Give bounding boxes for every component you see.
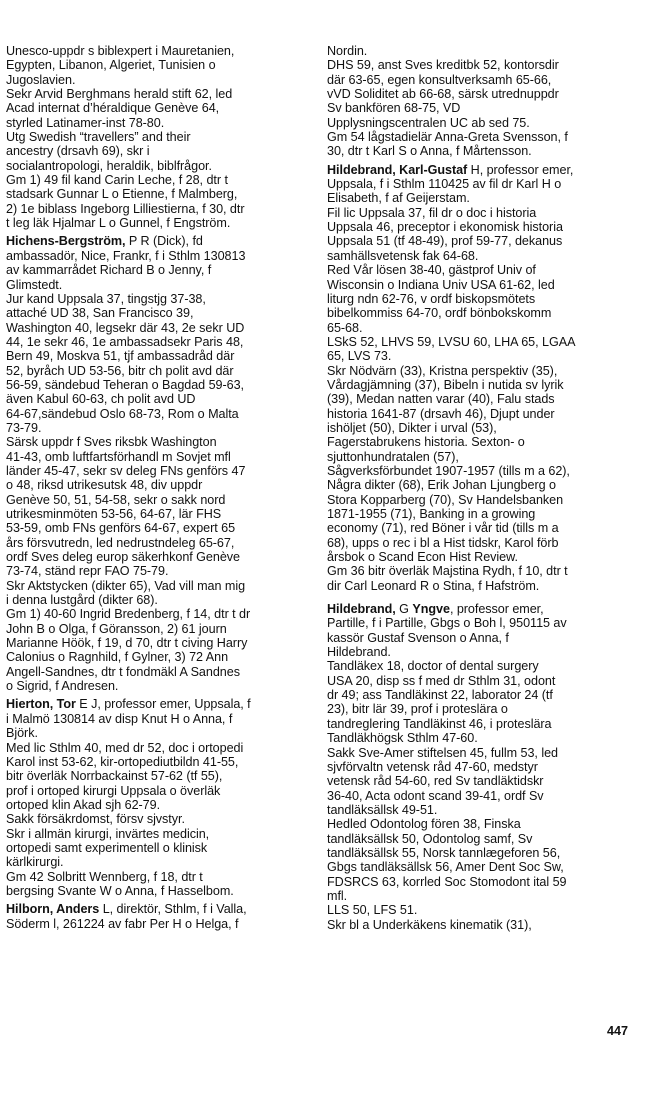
entry-text: i denna lustgård (dikter 68). bbox=[6, 593, 158, 608]
entry-text: Gm 42 Solbritt Wennberg, f 18, dtr t bbox=[6, 869, 203, 884]
entry-text: Gm 1) 49 fil kand Carin Leche, f 28, dtr t bbox=[6, 173, 228, 188]
text-line bbox=[6, 665, 306, 679]
entry-text: t leg läk Hjalmar L o Gunnel, f Engström. bbox=[6, 216, 231, 231]
entry-text: länder 45-47, sekr sv deleg FNs genförs 47 bbox=[6, 463, 246, 478]
text-line bbox=[327, 688, 639, 702]
text-line bbox=[6, 101, 306, 115]
text-line bbox=[6, 536, 306, 550]
entry-text: Några dikter (68), Erik Johan Ljungberg o bbox=[327, 478, 556, 493]
entry-text: vVD Soliditet ab 66-68, särsk utrednuppdr bbox=[327, 87, 559, 102]
entry-text: 36-40, Acta odont scand 39-41, ordf Sv bbox=[327, 788, 544, 803]
text-line bbox=[6, 741, 306, 755]
text-line bbox=[6, 130, 306, 144]
text-line bbox=[327, 464, 639, 478]
entry-text: John B o Olga, f Göransson, 2) 61 journ bbox=[6, 621, 227, 636]
entry-text: 64-67,sändebud Oslo 68-73, Rom o Malta bbox=[6, 406, 239, 421]
entry-text: Fil lic Uppsala 37, fil dr o doc i historia bbox=[327, 205, 537, 220]
entry-text: 56-59, sändebud Teheran o Bagdad 59-63, bbox=[6, 377, 244, 392]
entry-text: 73-74, ständ repr FAO 75-79. bbox=[6, 564, 169, 579]
text-line bbox=[327, 832, 639, 846]
text-line bbox=[6, 521, 306, 535]
entry-text: Wisconsin o Indiana Univ USA 61-62, led bbox=[327, 277, 555, 292]
entry-text: dir Carl Leonard R o Stina, f Hafström. bbox=[327, 578, 540, 593]
entry-text: Hildebrand. bbox=[327, 645, 391, 660]
text-line bbox=[6, 855, 306, 869]
entry-text: DHS 59, anst Sves kreditbk 52, kontorsdir bbox=[327, 58, 559, 73]
text-line bbox=[6, 712, 306, 726]
entry-text: Söderm l, 261224 av fabr Per H o Helga, f bbox=[6, 916, 239, 931]
text-line bbox=[327, 903, 639, 917]
entry-text: Sv bankfören 68-75, VD bbox=[327, 101, 461, 116]
entry-text: Hedled Odontolog fören 38, Finska bbox=[327, 817, 521, 832]
entry-text: 30, dtr t Karl S o Anna, f Mårtensson. bbox=[327, 144, 532, 159]
entry-text: Stora Kopparberg (70), Sv Handelsbanken bbox=[327, 492, 564, 507]
text-line bbox=[6, 870, 306, 884]
entry-text: Elisabeth, f af Geijerstam. bbox=[327, 191, 470, 206]
entry-heading-line bbox=[6, 697, 306, 711]
text-line bbox=[327, 507, 639, 521]
entry-text: 65-68. bbox=[327, 320, 363, 335]
text-line bbox=[327, 378, 639, 392]
entry-text: Bern 49, Moskva 51, tjf ambassadråd där bbox=[6, 349, 235, 364]
entry-text: Uppsala 46, preceptor i ekonomisk historia bbox=[327, 220, 563, 235]
text-line bbox=[327, 321, 639, 335]
entry-text: Särsk uppdr f Sves riksbk Washington bbox=[6, 435, 217, 450]
text-line bbox=[6, 87, 306, 101]
text-line bbox=[6, 187, 306, 201]
entry-text: FDSRCS 63, korrled Soc Stomodont ital 59 bbox=[327, 874, 567, 889]
text-line bbox=[6, 493, 306, 507]
entry-text: sjvförvaltn vetensk råd 47-60, medstyr bbox=[327, 759, 538, 774]
entry-heading-line bbox=[327, 163, 639, 177]
entry-text: ortopedi samt experimentell o klinisk bbox=[6, 840, 208, 855]
text-line bbox=[6, 464, 306, 478]
entry-text: Sågverksförbundet 1907-1957 (tills m a 62), bbox=[327, 463, 570, 478]
entry-text: 53-59, omb FNs genförs 64-67, expert 65 bbox=[6, 521, 236, 536]
entry-text: Marianne Höök, f 19, d 70, dtr t civing Harry bbox=[6, 636, 248, 651]
text-line bbox=[6, 798, 306, 812]
entry-text: Unesco-uppdr s biblexpert i Mauretanien, bbox=[6, 44, 235, 58]
entry-text: Vårdagjämning (37), Bibeln i nutida sv lyrik bbox=[327, 377, 564, 392]
text-line bbox=[6, 650, 306, 664]
entry-text: Jur kand Uppsala 37, tingstjg 37-38, bbox=[6, 291, 206, 306]
text-line bbox=[6, 292, 306, 306]
entry-text: vetensk råd 54-60, red Sv tandläktidskr bbox=[327, 774, 544, 789]
page-number: 447 bbox=[607, 1024, 629, 1038]
entry-text: även Kabul 60-63, ch polit avd UD bbox=[6, 392, 196, 407]
text-line bbox=[6, 278, 306, 292]
text-line bbox=[327, 631, 639, 645]
entry-text: i Malmö 130814 av disp Knut H o Anna, f bbox=[6, 711, 233, 726]
text-line bbox=[327, 177, 639, 191]
entry-text: Red Vår lösen 38-40, gästprof Univ of bbox=[327, 263, 536, 278]
entry-text: Skr Nödvärn (33), Kristna perspektiv (35), bbox=[327, 363, 558, 378]
text-line bbox=[6, 349, 306, 363]
entry-text: bitr överläk Norrbackainst 57-62 (tf 55), bbox=[6, 769, 223, 784]
entry-text: kassör Gustaf Svenson o Anna, f bbox=[327, 630, 509, 645]
text-line bbox=[327, 278, 639, 292]
text-line bbox=[327, 335, 639, 349]
text-line bbox=[327, 44, 639, 58]
entry-text: 52, byråch UD 53-56, bitr ch polit avd där bbox=[6, 363, 234, 378]
text-line bbox=[327, 349, 639, 363]
text-line bbox=[327, 364, 639, 378]
text-line bbox=[327, 206, 639, 220]
entry-text: , professor emer, bbox=[449, 602, 544, 617]
entry-text: L, direktör, Sthlm, f i Valla, bbox=[99, 902, 247, 917]
text-line bbox=[327, 521, 639, 535]
text-line bbox=[6, 841, 306, 855]
text-line bbox=[327, 306, 639, 320]
text-line bbox=[327, 249, 639, 263]
text-line bbox=[6, 144, 306, 158]
text-line bbox=[6, 636, 306, 650]
entry-text: USA 20, disp ss f med dr Sthlm 31, odont bbox=[327, 673, 556, 688]
text-line bbox=[6, 917, 306, 931]
entry-text: årsbok o Scand Econ Hist Review. bbox=[327, 550, 518, 565]
entry-text: ortoped klin Akad sjh 62-79. bbox=[6, 797, 161, 812]
entry-text: ordf Sves deleg europ säkerhkonf Genève bbox=[6, 550, 240, 565]
text-line bbox=[6, 44, 306, 58]
text-line bbox=[6, 421, 306, 435]
text-line bbox=[327, 73, 639, 87]
entry-text: tandläksällsk 50, Odontolog samf, Sv bbox=[327, 831, 533, 846]
entry-text: bibelkommiss 64-70, ordf bönbokskomm bbox=[327, 306, 552, 321]
entry-text: Sakk Sve-Amer stiftelsen 45, fullm 53, led bbox=[327, 745, 558, 760]
text-line bbox=[6, 116, 306, 130]
text-line bbox=[327, 130, 639, 144]
text-line bbox=[327, 450, 639, 464]
text-line bbox=[6, 622, 306, 636]
text-line bbox=[6, 216, 306, 230]
text-line bbox=[327, 918, 639, 932]
entry-text: 1871-1955 (71), Banking in a growing bbox=[327, 507, 536, 521]
entry-text: attaché UD 38, San Francisco 39, bbox=[6, 306, 194, 321]
text-line bbox=[327, 536, 639, 550]
entry-text: Glimstedt. bbox=[6, 277, 63, 292]
text-line bbox=[6, 884, 306, 898]
text-line bbox=[327, 550, 639, 564]
text-line bbox=[327, 407, 639, 421]
text-line bbox=[327, 789, 639, 803]
entry-text: P R (Dick), fd bbox=[125, 234, 203, 249]
text-line bbox=[6, 392, 306, 406]
text-line bbox=[6, 593, 306, 607]
entry-text: o Sigrid, f Andresen. bbox=[6, 679, 119, 694]
entry-text: Skr bl a Underkäkens kinematik (31), bbox=[327, 917, 532, 932]
entry-text: Utg Swedish “travellers” and their bbox=[6, 130, 191, 145]
entry-text: av kammarrådet Richard B o Jenny, f bbox=[6, 263, 212, 278]
text-line bbox=[6, 579, 306, 593]
entry-text: (39), Medan natten varar (40), Falu stads bbox=[327, 392, 555, 407]
entry-text: 44, 1e sekr 46, 1e ambassadsekr Paris 48, bbox=[6, 334, 244, 349]
text-line bbox=[6, 726, 306, 740]
text-line bbox=[327, 746, 639, 760]
text-line bbox=[6, 550, 306, 564]
text-line bbox=[327, 817, 639, 831]
entry-text: tandreglering Tandläkinst 46, i proteslära bbox=[327, 716, 552, 731]
entry-text: H, professor emer, bbox=[467, 162, 574, 177]
text-line bbox=[327, 493, 639, 507]
entry-text: tandläksällsk 55, Norsk tannlægeforen 56, bbox=[327, 845, 561, 860]
entry-text: Uppsala, f i Sthlm 110425 av fil dr Karl H o bbox=[327, 177, 562, 192]
entry-text: kärlkirurgi. bbox=[6, 855, 64, 870]
entry-text: Gbgs tandläksällsk 56, Amer Dent Soc Sw, bbox=[327, 860, 564, 875]
text-line bbox=[327, 645, 639, 659]
text-line bbox=[327, 774, 639, 788]
text-line bbox=[327, 674, 639, 688]
entry-text: 23), bitr lär 39, prof i proteslära o bbox=[327, 702, 508, 717]
text-line bbox=[327, 144, 639, 158]
entry-text: LLS 50, LFS 51. bbox=[327, 903, 418, 918]
entry-text: Skr i allmän kirurgi, invärtes medicin, bbox=[6, 826, 210, 841]
entry-name: Yngve bbox=[412, 602, 450, 617]
text-line bbox=[6, 435, 306, 449]
entry-text: Egypten, Libanon, Algeriet, Tunisien o bbox=[6, 58, 216, 73]
text-line bbox=[327, 421, 639, 435]
text-line bbox=[6, 407, 306, 421]
text-line bbox=[6, 364, 306, 378]
text-line bbox=[327, 392, 639, 406]
text-line bbox=[327, 760, 639, 774]
entry-heading-line bbox=[6, 902, 306, 916]
entry-text: Jugoslavien. bbox=[6, 72, 76, 87]
entry-text: G bbox=[395, 602, 413, 617]
entry-text: Angell-Sandnes, dtr t fondmäkl A Sandnes bbox=[6, 664, 240, 679]
entry-text: bergsing Svante W o Anna, f Hasselbom. bbox=[6, 883, 234, 898]
entry-text: Med lic Sthlm 40, med dr 52, doc i ortopedi bbox=[6, 740, 244, 755]
entry-text: Sekr Arvid Berghmans herald stift 62, led bbox=[6, 87, 233, 102]
entry-text: historia 1641-87 (drsavh 46), Djupt under bbox=[327, 406, 555, 421]
entry-text: 65, LVS 73. bbox=[327, 349, 392, 364]
entry-text: där 63-65, egen konsultverksamh 65-66, bbox=[327, 72, 552, 87]
entry-text: Gm 54 lågstadielär Anna-Greta Svensson, f bbox=[327, 130, 568, 145]
text-line bbox=[327, 292, 639, 306]
text-line bbox=[6, 450, 306, 464]
entry-text: 73-79. bbox=[6, 420, 42, 435]
text-line bbox=[327, 579, 639, 593]
text-line bbox=[6, 321, 306, 335]
entry-text: liturg ndn 62-76, v ordf biskopsmötets bbox=[327, 291, 536, 306]
entry-text: ambassadör, Nice, Frankr, f i Sthlm 130813 bbox=[6, 248, 246, 263]
text-line bbox=[327, 717, 639, 731]
text-line bbox=[327, 564, 639, 578]
entry-text: Genève 50, 51, 54-58, sekr o sakk nord bbox=[6, 492, 226, 507]
text-line bbox=[6, 679, 306, 693]
entry-text: Upplysningscentralen UC ab sed 75. bbox=[327, 115, 530, 130]
text-line bbox=[6, 827, 306, 841]
text-line bbox=[327, 101, 639, 115]
text-line bbox=[327, 659, 639, 673]
text-line bbox=[6, 812, 306, 826]
entry-name: Hierton, Tor bbox=[6, 697, 76, 712]
entry-text: Skr Aktstycken (dikter 65), Vad vill man mig bbox=[6, 578, 246, 593]
text-line bbox=[327, 846, 639, 860]
entry-name: Hilborn, Anders bbox=[6, 902, 100, 917]
entry-text: Uppsala 51 (tf 48-49), prof 59-77, dekanus bbox=[327, 234, 563, 249]
entry-text: LSkS 52, LHVS 59, LVSU 60, LHA 65, LGAA bbox=[327, 334, 576, 349]
entry-text: styrled Latinamer-inst 78-80. bbox=[6, 115, 165, 130]
entry-text: Washington 40, legsekr där 43, 2e sekr UD bbox=[6, 320, 245, 335]
entry-text: Calonius o Ragnhild, f Gylner, 3) 72 Ann bbox=[6, 650, 229, 665]
entry-text: Gm 1) 40-60 Ingrid Bredenberg, f 14, dtr t dr bbox=[6, 607, 251, 622]
text-line bbox=[6, 159, 306, 173]
text-line bbox=[6, 769, 306, 783]
text-line bbox=[327, 191, 639, 205]
text-line bbox=[327, 702, 639, 716]
entry-text: o 48, riksd utrikesutsk 48, div uppdr bbox=[6, 478, 203, 493]
text-line bbox=[327, 731, 639, 745]
text-line bbox=[327, 220, 639, 234]
text-line bbox=[6, 73, 306, 87]
entry-text: 41-43, omb luftfartsförhandl m Sovjet mfl bbox=[6, 449, 231, 464]
text-line bbox=[6, 378, 306, 392]
text-line bbox=[327, 87, 639, 101]
entry-text: socialantropologi, heraldik, biblfrågor. bbox=[6, 158, 212, 173]
entry-heading-line bbox=[327, 602, 639, 616]
text-line bbox=[6, 507, 306, 521]
text-line bbox=[327, 803, 639, 817]
left-column bbox=[6, 44, 306, 931]
text-line bbox=[6, 478, 306, 492]
entry-text: Tandläkex 18, doctor of dental surgery bbox=[327, 659, 539, 674]
entry-text: 68), upps o rec i bl a Hist tidskr, Karol förb bbox=[327, 535, 559, 550]
entry-text: ishöljet (50), Dikter i urval (53), bbox=[327, 420, 497, 435]
text-line bbox=[6, 173, 306, 187]
entry-text: Nordin. bbox=[327, 44, 368, 58]
text-line bbox=[6, 335, 306, 349]
entry-text: Björk. bbox=[6, 726, 38, 741]
text-line bbox=[6, 784, 306, 798]
text-line bbox=[6, 755, 306, 769]
entry-text: stadsark Gunnar L o Etienne, f Malmberg, bbox=[6, 187, 238, 202]
text-line bbox=[327, 58, 639, 72]
text-line bbox=[327, 234, 639, 248]
entry-text: sjuttonhundratalen (57), bbox=[327, 449, 459, 464]
entry-text: Sakk försäkrdomst, försv sjvstyr. bbox=[6, 812, 185, 827]
text-line bbox=[327, 875, 639, 889]
text-line bbox=[6, 607, 306, 621]
entry-name: Hildebrand, bbox=[327, 602, 396, 617]
entry-text: mfl. bbox=[327, 888, 348, 903]
text-line bbox=[327, 860, 639, 874]
entry-text: utrikesminmöten 53-56, 64-67, lär FHS bbox=[6, 507, 222, 521]
entry-text: Acad internat d’héraldique Genève 64, bbox=[6, 101, 220, 116]
text-line bbox=[327, 116, 639, 130]
entry-text: Partille, f i Partille, Gbgs o Boh l, 950115 av bbox=[327, 616, 567, 631]
entry-text: prof i ortoped kirurgi Uppsala o överläk bbox=[6, 783, 221, 798]
entry-text: Fagerstabrukens historia. Sexton- o bbox=[327, 435, 525, 450]
text-line bbox=[327, 889, 639, 903]
entry-text: Gm 36 bitr överläk Majstina Rydh, f 10, dtr t bbox=[327, 564, 568, 579]
text-line bbox=[6, 263, 306, 277]
entry-text: Karol inst 53-62, kir-ortopediutbildn 41-55, bbox=[6, 754, 239, 769]
entry-text: tandläksällsk 49-51. bbox=[327, 802, 438, 817]
entry-text: samhällsvetensk fak 64-68. bbox=[327, 248, 479, 263]
text-line bbox=[6, 249, 306, 263]
text-line bbox=[327, 616, 639, 630]
text-line bbox=[6, 564, 306, 578]
entry-text: economy (71), red Böner i vår tid (tills m a bbox=[327, 521, 559, 536]
entry-text: års försvutredn, led nedrustndeleg 65-67, bbox=[6, 535, 235, 550]
entry-text: dr 49; ass Tandläkinst 22, laborator 24 (tf bbox=[327, 688, 553, 703]
entry-text: 2) 1e biblass Ingeborg Lilliestierna, f 30, dtr bbox=[6, 201, 245, 216]
text-line bbox=[6, 58, 306, 72]
entry-name: Hildebrand, Karl-Gustaf bbox=[327, 162, 468, 177]
entry-heading-line bbox=[6, 234, 306, 248]
text-line bbox=[6, 306, 306, 320]
right-column bbox=[327, 44, 639, 932]
text-line bbox=[327, 263, 639, 277]
entry-text: Tandläkhögsk Sthlm 47-60. bbox=[327, 731, 478, 746]
entry-text: ancestry (drsavh 69), skr i bbox=[6, 144, 150, 159]
text-line bbox=[6, 202, 306, 216]
text-line bbox=[327, 478, 639, 492]
entry-text: E J, professor emer, Uppsala, f bbox=[75, 697, 251, 712]
text-line bbox=[327, 435, 639, 449]
entry-name: Hichens-Bergström, bbox=[6, 234, 126, 249]
